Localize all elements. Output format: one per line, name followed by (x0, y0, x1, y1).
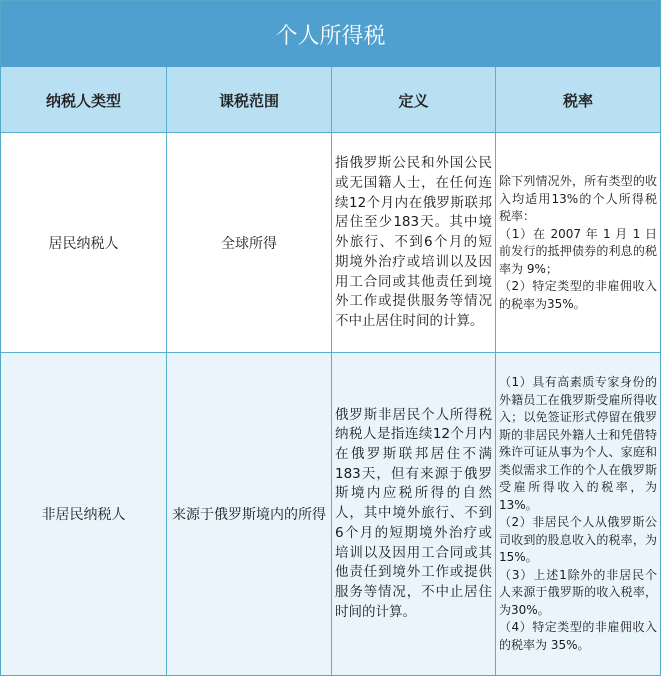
header-tax-rate: 税率 (496, 67, 660, 133)
row-divider (1, 352, 660, 353)
nonresident-definition: 俄罗斯非居民个人所得税纳税人是指连续12个月内在俄罗斯联邦居住不满183天，但有来源于俄罗斯境内应税所得的自然人，其中境外旅行、不到6个月的短期境外治疗或培训以及因用工合同或其他责任到境外工作或提供服务等情况，不中止居住时间的计算。 (335, 406, 492, 620)
nonresident-rate-item-4: （4）特定类型的非雇佣收入的税率为 35%。 (499, 620, 657, 652)
resident-rate-item-1: （1）在 2007 年 1 月 1 日前发行的抵押债券的利息的税率为 9%； (499, 226, 657, 276)
nonresident-type: 非居民纳税人 (41, 507, 126, 523)
resident-rate-cell (496, 133, 660, 353)
nonresident-scope-cell (167, 353, 331, 675)
nonresident-scope: 来源于俄罗斯境内的所得 (172, 507, 326, 523)
resident-definition: 指俄罗斯公民和外国公民或无国籍人士，在任何连续12个月内在俄罗斯联邦居住至少183天。其中境外旅行、不到6个月的短期境外治疗或培训以及因用工合同或其他责任到境外工作或提供服务等情况不中止居住时间的计算。 (335, 155, 492, 329)
nonresident-rate-item-1: （1）具有高素质专家身份的外籍员工在俄罗斯受雇所得收入；以免签证形式停留在俄罗斯的非居民外籍人士和凭借特殊许可证从事为个人、家庭和类似需求工作的个人在俄罗斯受雇所得收入的税率，为13%。 (499, 375, 657, 512)
header-taxpayer-type: 纳税人类型 (1, 67, 166, 133)
resident-rate-intro: 除下列情况外，所有类型的收入均适用13%的个人所得税税率： (499, 174, 657, 223)
nonresident-rate-cell (496, 353, 660, 675)
resident-scope-cell (167, 133, 331, 353)
resident-type-cell (1, 133, 166, 353)
nonresident-rate-item-3: （3）上述1除外的非居民个人来源于俄罗斯的收入税率，为30%。 (499, 567, 657, 617)
resident-rate-item-2: （2）特定类型的非雇佣收入的税率为35%。 (499, 279, 657, 311)
nonresident-rate-item-2: （2）非居民个人从俄罗斯公司收到的股息收入的税率，为15%。 (499, 515, 657, 564)
header-definition: 定义 (332, 67, 495, 133)
resident-definition-cell (332, 133, 495, 353)
column-divider (166, 67, 167, 675)
table-title: 个人所得税 (1, 1, 660, 67)
row-divider (1, 132, 660, 133)
nonresident-definition-cell (332, 353, 495, 675)
header-tax-scope: 课税范围 (167, 67, 331, 133)
resident-scope: 全球所得 (221, 236, 277, 252)
column-divider (331, 67, 332, 675)
column-divider (495, 67, 496, 675)
nonresident-type-cell (1, 353, 166, 675)
resident-type: 居民纳税人 (48, 236, 119, 252)
